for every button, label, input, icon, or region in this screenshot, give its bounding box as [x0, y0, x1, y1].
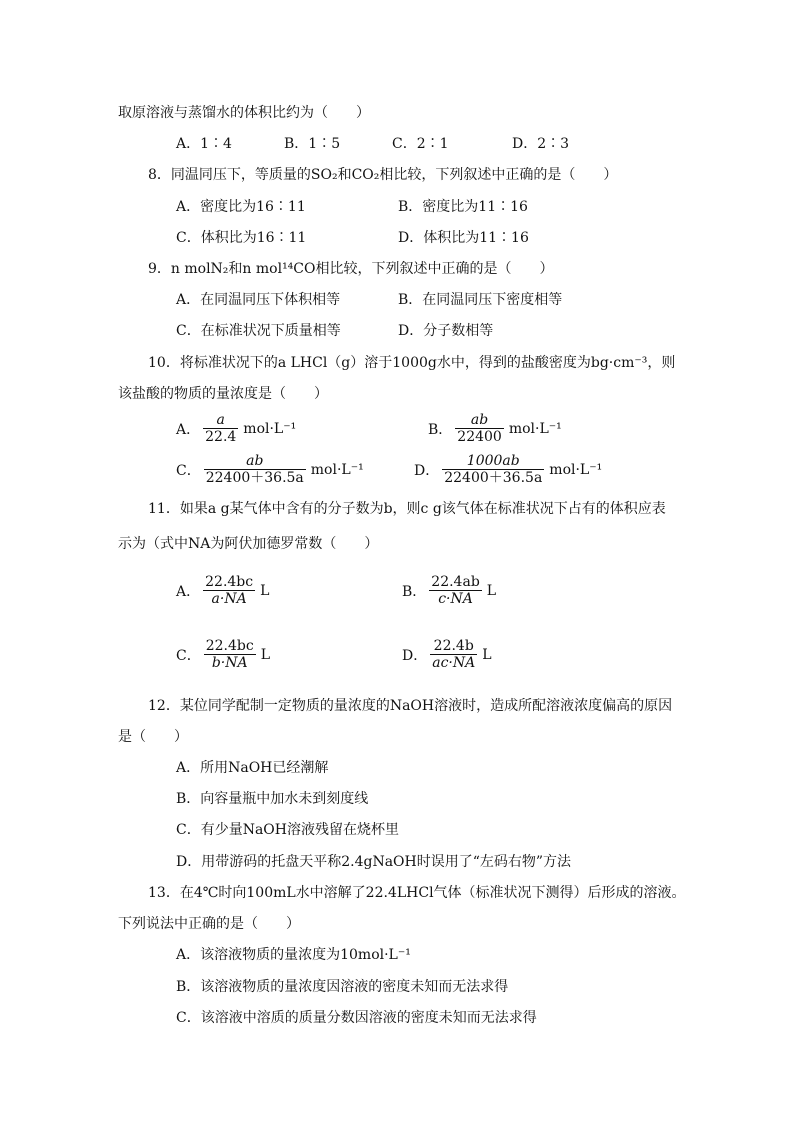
question-10-stem-line1: 10．将标准状况下的a LHCl（g）溶于1000g水中，得到的盐酸密度为bg·cm⁻³，则 [148, 355, 676, 371]
q8-option-a: A．密度比为16∶11 [176, 199, 306, 215]
option-label: D． [414, 462, 440, 479]
denominator: 22.4 [205, 429, 237, 445]
question-text-line: 取原溶液与蒸馏水的体积比约为（ ） [118, 105, 370, 121]
denominator: 22400 [457, 429, 502, 445]
q9-option-d: D．分子数相等 [398, 323, 494, 339]
fraction [455, 412, 504, 445]
unit: L [482, 646, 492, 663]
q12-option-c: C．有少量NaOH溶液残留在烧杯里 [176, 822, 399, 838]
q12-option-a: A．所用NaOH已经潮解 [176, 760, 329, 776]
question-12-stem-line1: 12．某位同学配制一定物质的量浓度的NaOH溶液时，造成所配溶液浓度偏高的原因 [148, 698, 673, 714]
unit: mol·L⁻¹ [549, 461, 603, 478]
unit: L [260, 646, 270, 663]
numerator: 22.4bc [205, 638, 254, 654]
q13-option-c: C．该溶液中溶质的质量分数因溶液的密度未知而无法求得 [176, 1010, 537, 1026]
question-8-stem: 8．同温同压下，等质量的SO₂和CO₂相比较，下列叙述中正确的是（ ） [148, 167, 618, 183]
fraction [430, 638, 477, 671]
question-13-stem-line2: 下列说法中正确的是（ ） [118, 916, 300, 932]
option-label: D． [402, 647, 428, 664]
question-11-stem-line2: 示为（式中NA为阿伏加德罗常数（ ） [118, 536, 379, 552]
denominator: c·NA [438, 591, 473, 607]
option-c: C．2∶1 [392, 136, 449, 152]
option-label: B． [402, 583, 427, 600]
q9-option-c: C．在标准状况下质量相等 [176, 323, 341, 339]
numerator: 22.4b [433, 638, 474, 654]
option-a: A．1∶4 [176, 136, 232, 152]
q9-option-a: A．在同温同压下体积相等 [176, 292, 341, 308]
q10-option-a [176, 412, 296, 445]
question-9-stem: 9．n molN₂和n mol¹⁴CO相比较，下列叙述中正确的是（ ） [148, 261, 554, 277]
question-12-stem-line2: 是（ ） [118, 729, 188, 745]
unit: mol·L⁻¹ [508, 420, 562, 437]
q13-option-b: B．该溶液物质的量浓度因溶液的密度未知而无法求得 [176, 979, 509, 995]
unit: L [260, 582, 270, 599]
numerator: a [216, 412, 225, 428]
q10-option-b [428, 412, 562, 445]
option-label: C． [176, 647, 201, 664]
q8-option-d: D．体积比为11∶16 [398, 230, 529, 246]
q8-option-b: B．密度比为11∶16 [398, 199, 528, 215]
question-10-stem-line2: 该盐酸的物质的量浓度是（ ） [118, 386, 328, 402]
fraction [203, 412, 238, 445]
q8-option-c: C．体积比为16∶11 [176, 230, 307, 246]
fraction [203, 574, 255, 607]
fraction [442, 453, 544, 486]
q11-option-d [402, 638, 492, 671]
numerator: 1000ab [466, 453, 520, 469]
q9-option-b: B．在同温同压下密度相等 [398, 292, 563, 308]
option-label: A． [176, 583, 201, 600]
unit: mol·L⁻¹ [243, 420, 297, 437]
denominator: ac·NA [432, 655, 476, 671]
q10-option-d [414, 453, 602, 486]
q10-option-c [176, 453, 364, 486]
numerator: ab [246, 453, 264, 469]
denominator: a·NA [211, 591, 247, 607]
question-13-stem-line1: 13．在4℃时向100mL水中溶解了22.4LHCl气体（标准状况下测得）后形成的溶液。 [148, 885, 686, 901]
option-b: B．1∶5 [284, 136, 341, 152]
q11-option-a [176, 574, 269, 607]
denominator: 22400＋36.5a [444, 470, 543, 486]
option-label: C． [176, 462, 201, 479]
fraction [204, 453, 306, 486]
option-label: A． [176, 421, 201, 438]
q13-option-a: A．该溶液物质的量浓度为10mol·L⁻¹ [176, 947, 411, 963]
q12-option-d: D．用带游码的托盘天平称2.4gNaOH时误用了“左码右物”方法 [176, 854, 572, 870]
unit: mol·L⁻¹ [310, 461, 364, 478]
numerator: ab [470, 412, 489, 428]
fraction [429, 574, 481, 607]
denominator: 22400＋36.5a [205, 470, 304, 486]
q12-option-b: B．向容量瓶中加水未到刻度线 [176, 791, 369, 807]
option-label: B． [428, 421, 453, 438]
denominator: b·NA [211, 655, 248, 671]
q11-option-b [402, 574, 496, 607]
numerator: 22.4ab [431, 574, 480, 590]
question-11-stem-line1: 11．如果a g某气体中含有的分子数为b，则c g该气体在标准状况下占有的体积应表 [148, 501, 666, 517]
numerator: 22.4bc [205, 574, 254, 590]
option-d: D．2∶3 [512, 136, 570, 152]
q11-option-c [176, 638, 270, 671]
fraction [204, 638, 256, 671]
unit: L [486, 582, 497, 599]
